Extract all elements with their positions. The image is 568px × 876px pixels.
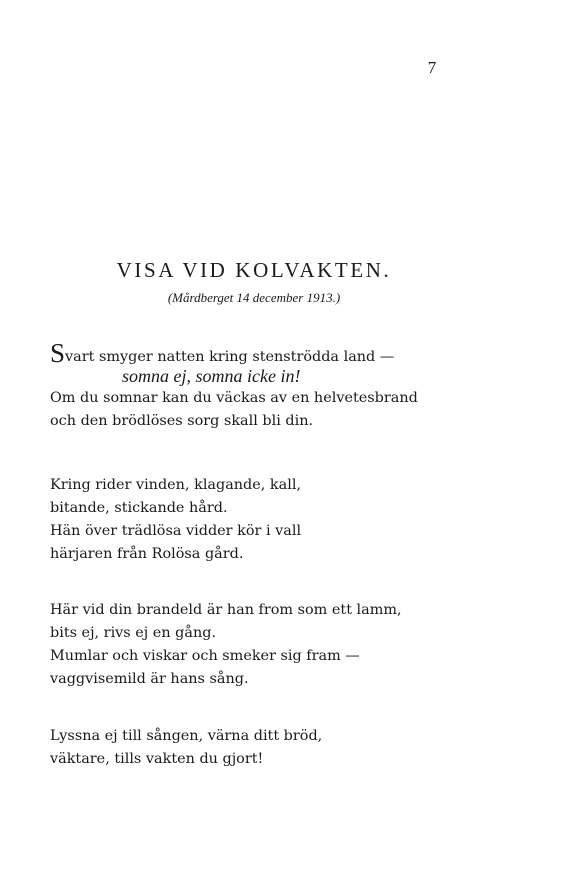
- poem-line: Här vid din brandeld är han from som ett lamm,: [50, 602, 402, 618]
- poem-line: [50, 338, 490, 368]
- poem-line: Kring rider vinden, klagande, kall,: [50, 477, 302, 493]
- page-number: 7: [427, 58, 437, 77]
- refrain-line: somna ej, somna icke in!: [122, 366, 301, 386]
- poem-line: härjaren från Rolösa gård.: [50, 546, 244, 562]
- poem-line: Mumlar och viskar och smeker sig fram —: [50, 648, 360, 664]
- poem-subtitle: (Mårdberget 14 december 1913.): [167, 290, 341, 305]
- poem-line: Om du somnar kan du väckas av en helvetesbrand: [50, 390, 418, 406]
- stanza-1: [50, 338, 490, 433]
- stanza-4: [50, 725, 490, 771]
- poem-line: Lyssna ej till sången, värna ditt bröd,: [50, 728, 323, 744]
- poem-line: Hän över trädlösa vidder kör i vall: [50, 523, 302, 539]
- poem-line: bitande, stickande hård.: [50, 500, 228, 516]
- stanza-3: [50, 599, 490, 691]
- poem-line: väktare, tills vakten du gjort!: [50, 751, 264, 767]
- poem-title: VISA VID KOLVAKTEN.: [116, 258, 392, 282]
- drop-cap: S: [50, 338, 66, 368]
- poem-line-text: vart smyger natten kring stenströdda land —: [65, 349, 395, 365]
- poem-line: bits ej, rivs ej en gång.: [50, 625, 217, 641]
- stanza-2: [50, 474, 490, 566]
- poem-line: vaggvisemild är hans sång.: [50, 671, 249, 687]
- poem-line: och den brödlöses sorg skall bli din.: [50, 413, 314, 429]
